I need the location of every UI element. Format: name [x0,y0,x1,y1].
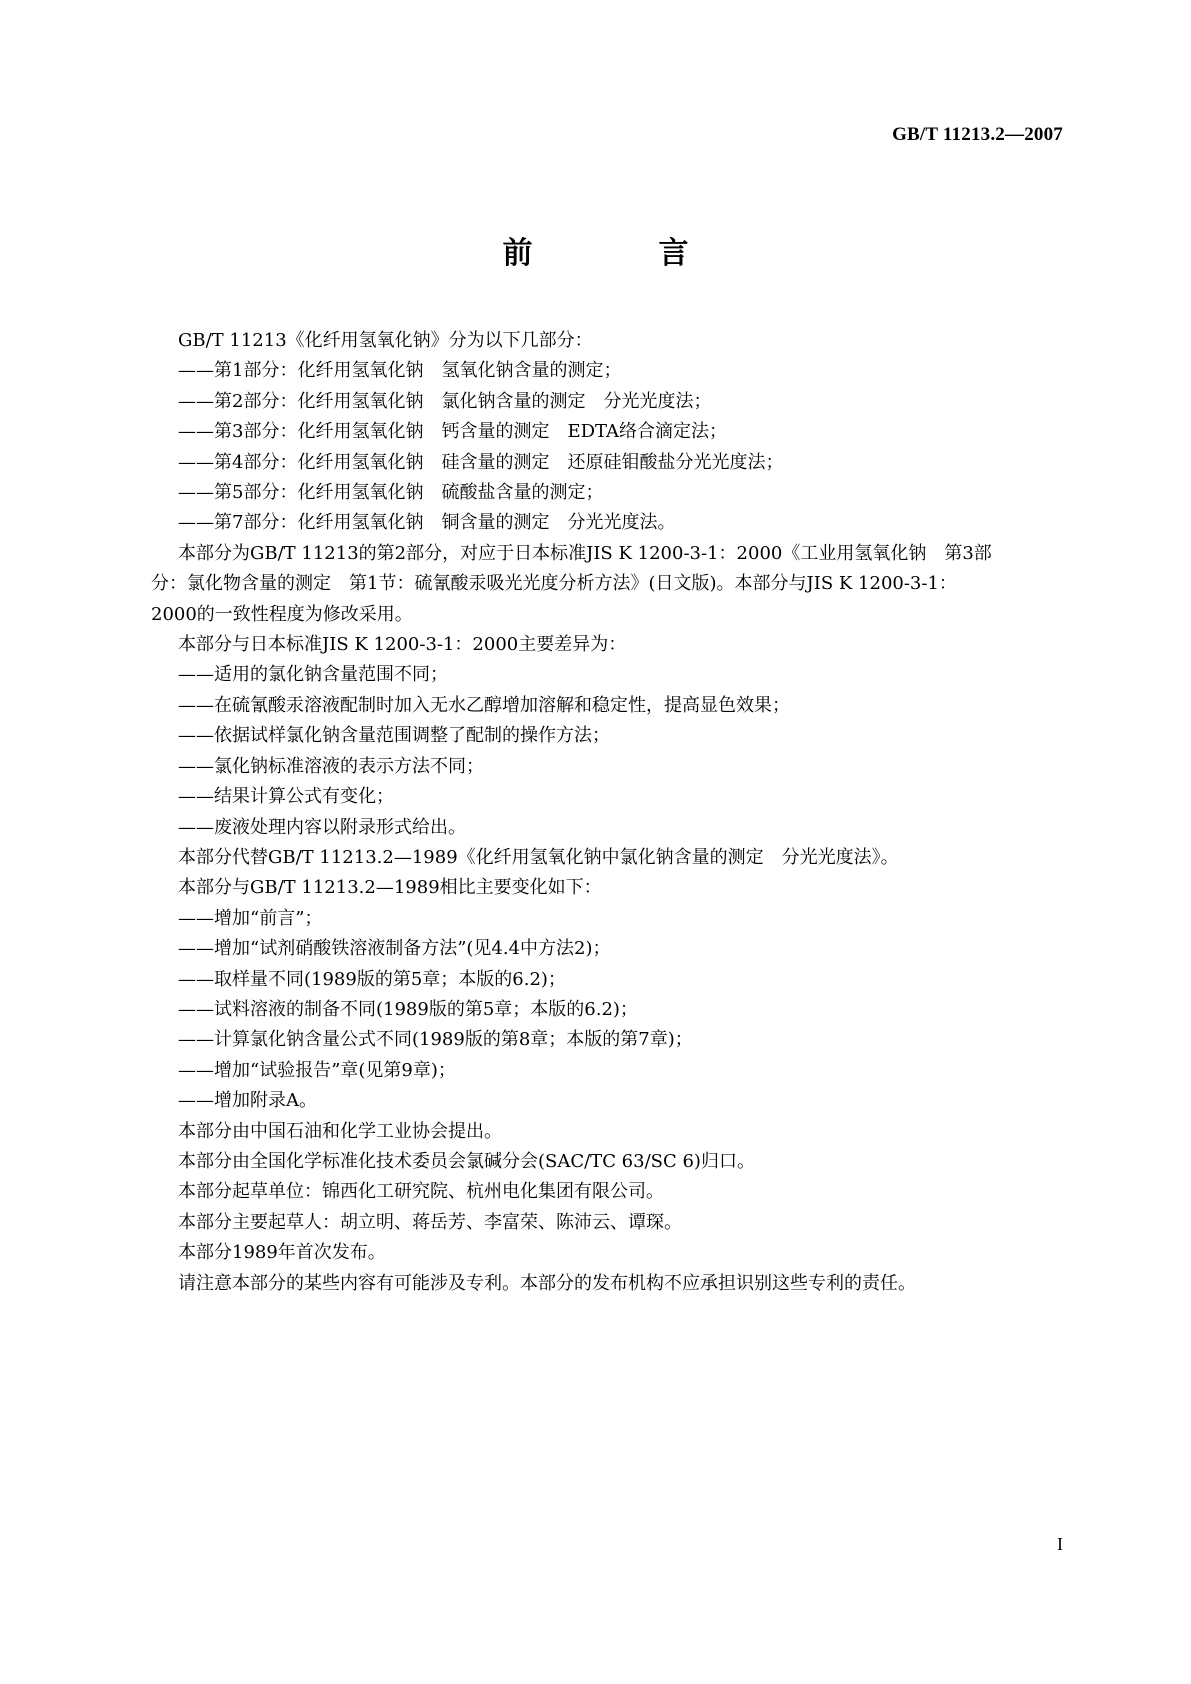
paragraph-line: 本部分与日本标准JIS K 1200-3-1：2000主要差异为： [178,634,627,656]
list-item: ——取样量不同(1989版的第5章；本版的6.2)； [178,968,566,990]
list-item: ——增加“试验报告”章(见第9章)； [178,1059,456,1081]
list-item: ——在硫氰酸汞溶液配制时加入无水乙醇增加溶解和稳定性，提高显色效果； [178,694,790,716]
paragraph-line: GB/T 11213《化纤用氢氧化钠》分为以下几部分： [178,330,593,351]
list-item: ——结果计算公式有变化； [178,786,394,808]
paragraph-line: 本部分主要起草人：胡立明、蒋岳芳、李富荣、陈沛云、谭琛。 [178,1211,682,1233]
paragraph-line: 请注意本部分的某些内容有可能涉及专利。本部分的发布机构不应承担识别这些专利的责任。 [178,1272,916,1294]
list-item: ——适用的氯化钠含量范围不同； [178,664,448,686]
list-item: ——试料溶液的制备不同(1989版的第5章；本版的6.2)； [178,998,638,1020]
list-item: ——第5部分：化纤用氢氧化钠 硫酸盐含量的测定； [178,482,604,504]
paragraph-line: 本部分由中国石油和化学工业协会提出。 [178,1120,502,1142]
list-item: ——增加“试剂硝酸铁溶液制备方法”(见4.4中方法2)； [178,938,611,960]
list-item: ——计算氯化钠含量公式不同(1989版的第8章；本版的第7章)； [178,1029,693,1051]
paragraph-line: 本部分起草单位：锦西化工研究院、杭州电化集团有限公司。 [178,1181,664,1203]
list-item: ——依据试样氯化钠含量范围调整了配制的操作方法； [178,725,610,747]
list-item: ——废液处理内容以附录形式给出。 [178,816,466,838]
foreword-body [151,326,1078,1299]
paragraph-line: 本部分代替GB/T 11213.2—1989《化纤用氢氧化钠中氯化钠含量的测定 分光光度法》。 [178,846,899,868]
page-number: I [1057,1534,1063,1554]
list-item: ——第1部分：化纤用氢氧化钠 氢氧化钠含量的测定； [178,360,622,382]
list-item: ——第4部分：化纤用氢氧化钠 硅含量的测定 还原硅钼酸盐分光光度法； [178,451,784,473]
list-item: ——增加“前言”； [178,907,323,929]
paragraph-line: 本部分由全国化学标准化技术委员会氯碱分会(SAC/TC 63/SC 6)归口。 [178,1150,755,1172]
paragraph-line: 本部分1989年首次发布。 [178,1242,386,1264]
list-item: ——第3部分：化纤用氢氧化钠 钙含量的测定 EDTA络合滴定法； [178,421,728,443]
paragraph-line: 本部分与GB/T 11213.2—1989相比主要变化如下： [178,877,602,899]
list-item: ——氯化钠标准溶液的表示方法不同； [178,755,484,777]
page-title: 前 言 [502,236,737,271]
paragraph-line: 2000的一致性程度为修改采用。 [151,603,413,625]
list-item: ——第2部分：化纤用氢氧化钠 氯化钠含量的测定 分光光度法； [178,390,712,412]
standard-code: GB/T 11213.2—2007 [892,124,1063,145]
list-item: ——第7部分：化纤用氢氧化钠 铜含量的测定 分光光度法。 [178,512,676,534]
paragraph-line: 分：氯化物含量的测定 第1节：硫氰酸汞吸光光度分析方法》(日文版)。本部分与JIS K 1200-3-1： [151,573,957,595]
paragraph-line: 本部分为GB/T 11213的第2部分，对应于日本标准JIS K 1200-3-1：2000《工业用氢氧化钠 第3部 [178,542,992,564]
list-item: ——增加附录A。 [178,1090,317,1112]
